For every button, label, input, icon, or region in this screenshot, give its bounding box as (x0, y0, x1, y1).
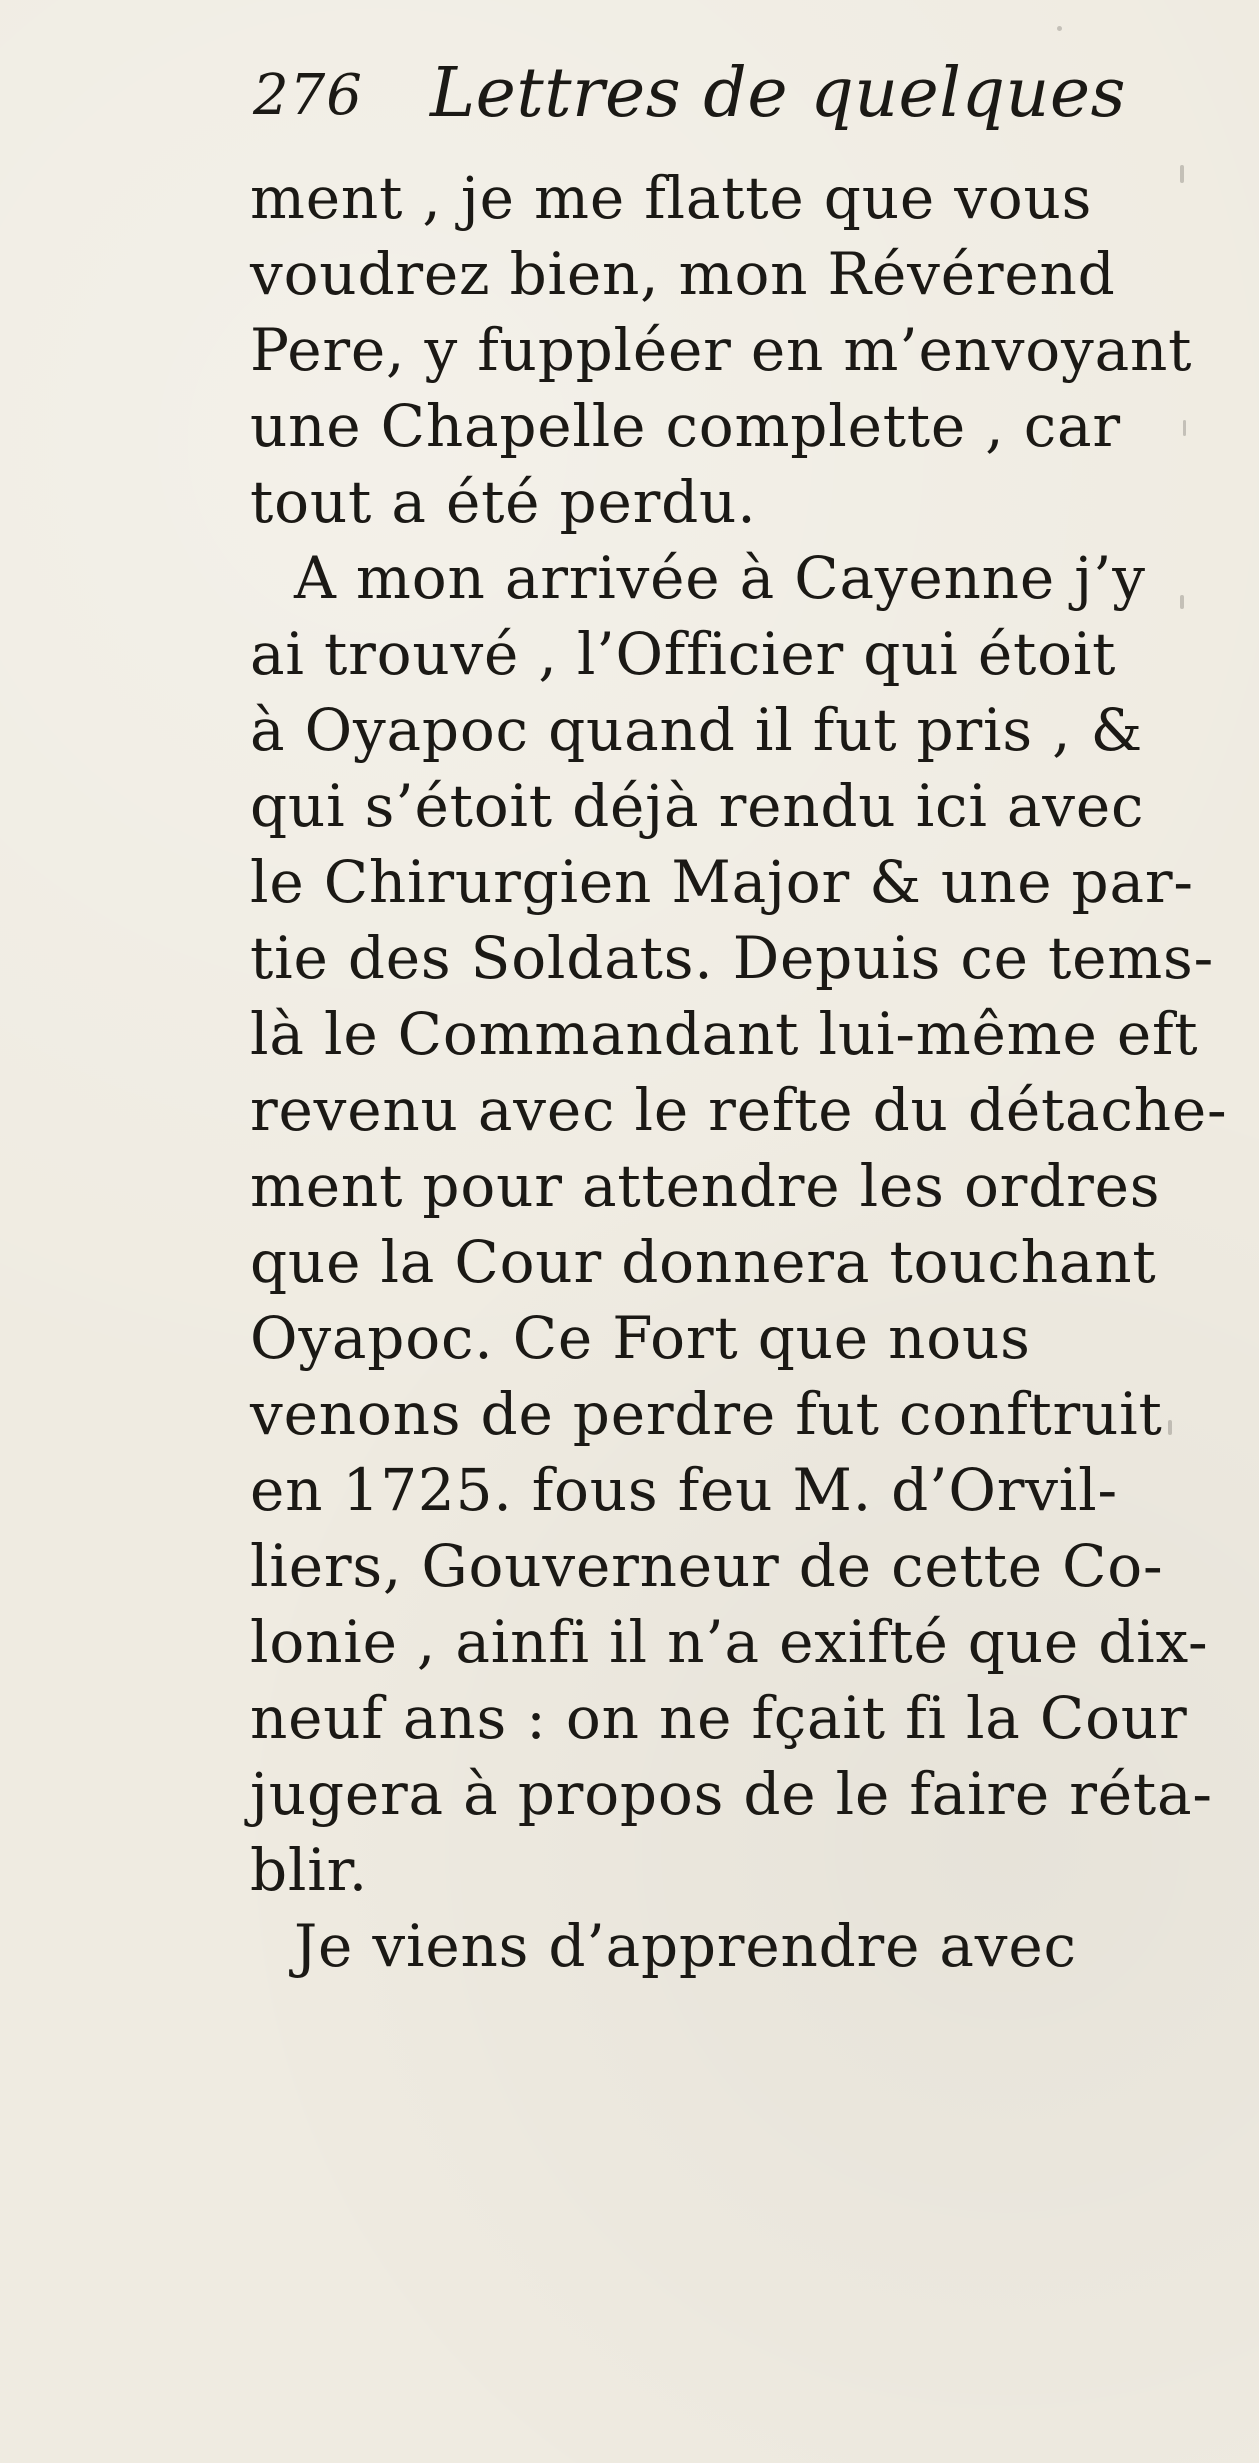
text-line: ai trouvé , l’Officier qui étoit (250, 620, 1117, 688)
text-line: liers, Gouverneur de cette Co- (250, 1532, 1164, 1600)
text-line: là le Commandant lui-même eft (250, 1000, 1199, 1068)
text-line: ment pour attendre les ordres (250, 1152, 1161, 1220)
running-title: Lettres de quelques (430, 54, 1126, 133)
text-line: revenu avec le refte du détache- (250, 1076, 1228, 1144)
page-number: 276 (253, 63, 363, 128)
paragraph-start-line: A mon arrivée à Cayenne j’y (294, 544, 1146, 612)
text-line: lonie , ainfi il n’a exifté que dix- (250, 1608, 1209, 1676)
text-line: tout a été perdu. (250, 468, 757, 536)
text-line: le Chirurgien Major & une par- (250, 848, 1194, 916)
text-line: neuf ans : on ne fçait fi la Cour (250, 1684, 1188, 1752)
paper-speck (1057, 26, 1062, 31)
text-line: Oyapoc. Ce Fort que nous (250, 1304, 1031, 1372)
text-line: voudrez bien, mon Révérend (250, 240, 1116, 308)
text-line: une Chapelle complette , car (250, 392, 1121, 460)
text-line: venons de perdre fut conftruit (250, 1380, 1163, 1448)
text-line: Pere, y fuppléer en m’envoyant (250, 316, 1193, 384)
text-line: blir. (250, 1836, 369, 1904)
paragraph-start-line: Je viens d’apprendre avec (294, 1912, 1077, 1980)
text-line: que la Cour donnera touchant (250, 1228, 1157, 1296)
text-line: ment , je me flatte que vous (250, 164, 1093, 232)
text-line: tie des Soldats. Depuis ce tems- (250, 924, 1215, 992)
text-line: jugera à propos de le faire réta- (250, 1760, 1213, 1828)
page-body-text (250, 160, 1228, 1984)
text-line: en 1725. fous feu M. d’Orvil- (250, 1456, 1118, 1524)
text-line: à Oyapoc quand il fut pris , & (250, 696, 1144, 764)
running-head (0, 52, 1259, 144)
text-line: qui s’étoit déjà rendu ici avec (250, 772, 1145, 840)
